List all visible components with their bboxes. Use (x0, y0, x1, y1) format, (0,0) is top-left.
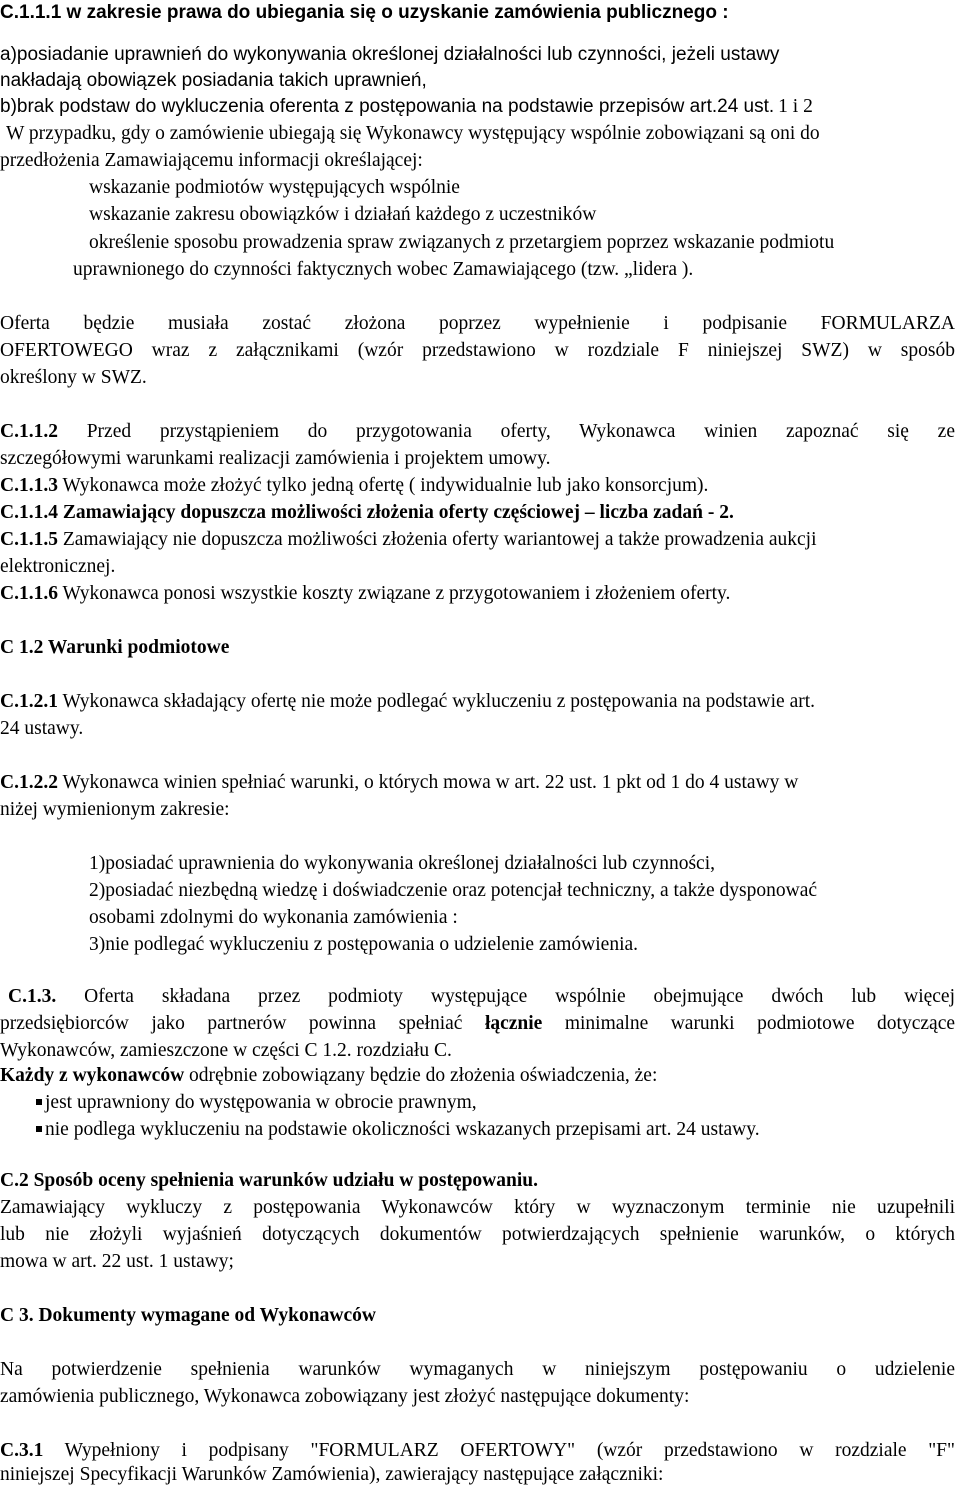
section-number: C.1.3. (8, 986, 57, 1007)
section-c13-line4: Każdy z wykonawców odrębnie zobowiązany będzie do złożenia oświadczenia, że: (0, 1065, 658, 1086)
section-c112-line1: C.1.1.2 Przed przystąpieniem do przygotowania oferty, Wykonawca winien zapoznać się ze (0, 421, 955, 442)
section-number: C.1.1.4 (0, 502, 58, 523)
list-item: określenie sposobu prowadzenia spraw związanych z przetargiem poprzez wskazanie podmiotu (89, 232, 835, 253)
section-heading-c3: C 3. Dokumenty wymagane od Wykonawców (0, 1305, 376, 1326)
bullet-item: nie podlega wykluczeniu na podstawie okoliczności wskazanych przepisami art. 24 ustawy. (36, 1117, 760, 1143)
paragraph-line: Zamawiający wykluczy z postępowania Wykonawców który w wyznaczonym terminie nie uzupełnili (0, 1197, 955, 1218)
section-heading-c2: C.2 Sposób oceny spełnienia warunków udziału w postępowaniu. (0, 1170, 539, 1191)
list-item: 3)nie podlegać wykluczeniu z postępowania o udzielenie zamówienia. (89, 934, 639, 955)
section-c116: C.1.1.6 Wykonawca ponosi wszystkie koszty związane z przygotowaniem i złożeniem oferty. (0, 583, 731, 604)
paragraph-line: 24 ustawy. (0, 718, 84, 739)
section-c113: C.1.1.3 Wykonawca może złożyć tylko jedną ofertę ( indywidualnie lub jako konsorcjum). (0, 475, 709, 496)
list-item: wskazanie zakresu obowiązków i działań każdego z uczestników (89, 204, 597, 225)
section-c13-line2: przedsiębiorców jako partnerów powinna spełniać łącznie minimalne warunki podmiotowe dotyczące (0, 1013, 955, 1034)
paragraph-line: elektronicznej. (0, 556, 116, 577)
paragraph-line: szczegółowymi warunkami realizacji zamówienia i projektem umowy. (0, 448, 551, 469)
section-c31-line1: C.3.1 Wypełniony i podpisany "FORMULARZ OFERTOWY" (wzór przedstawiono w rozdziale "F" (0, 1440, 955, 1461)
paragraph-line: nakładają obowiązek posiadania takich uprawnień, (0, 70, 427, 91)
paragraph-line: Na potwierdzenie spełnienia warunków wymaganych w niniejszym postępowaniu o udzielenie (0, 1359, 955, 1380)
paragraph-line: zamówienia publicznego, Wykonawca zobowiązany jest złożyć następujące dokumenty: (0, 1386, 690, 1407)
bullet-icon (36, 1099, 42, 1105)
b-line-text: b)brak podstaw do wykluczenia oferenta z postępowania na podstawie przepisów art.24 ust. (0, 96, 775, 117)
section-number: C.1.2.2 (0, 772, 58, 793)
bullet-item: jest uprawniony do występowania w obrocie prawnym, (36, 1090, 477, 1116)
paragraph-line: W przypadku, gdy o zamówienie ubiegają się Wykonawcy występujący wspólnie zobowiązani są oni do (6, 123, 820, 144)
section-number: C.3.1 (0, 1440, 44, 1461)
section-number: C.1.1.6 (0, 583, 58, 604)
section-c122-line1: C.1.2.2 Wykonawca winien spełniać warunki, o których mowa w art. 22 ust. 1 pkt od 1 do 4 ustawy w (0, 772, 799, 793)
b-line-tail: 1 i 2 (778, 96, 813, 117)
section-c114: C.1.1.4 Zamawiający dopuszcza możliwości złożenia oferty częściowej – liczba zadań - 2. (0, 502, 734, 523)
section-number: C.1.2.1 (0, 691, 58, 712)
section-number: C.1.1.3 (0, 475, 58, 496)
paragraph-line: mowa w art. 22 ust. 1 ustawy; (0, 1251, 234, 1272)
paragraph-line-b (0, 94, 813, 120)
list-item: wskazanie podmiotów występujących wspólnie (89, 177, 460, 198)
paragraph-line: określony w SWZ. (0, 367, 147, 388)
section-c115-line1: C.1.1.5 Zamawiający nie dopuszcza możliwości złożenia oferty wariantowej a także prowadzenia aukcji (0, 529, 817, 550)
paragraph-line: niniejszej Specyfikacji Warunków Zamówienia), zawierający następujące załączniki: (0, 1464, 664, 1485)
paragraph-line: Oferta będzie musiała zostać złożona poprzez wypełnienie i podpisanie FORMULARZA (0, 313, 955, 334)
section-c121-line1: C.1.2.1 Wykonawca składający ofertę nie może podlegać wykluczeniu z postępowania na podstawie art. (0, 691, 816, 712)
section-heading-c111: C.1.1.1 w zakresie prawa do ubiegania się o uzyskanie zamówienia publicznego : (0, 2, 729, 23)
paragraph-line: przedłożenia Zamawiającemu informacji określającej: (0, 150, 423, 171)
list-item: 2)posiadać niezbędną wiedzę i doświadczenie oraz potencjał techniczny, a także dysponować (89, 880, 818, 901)
section-number: C.1.1.2 (0, 421, 58, 442)
bullet-icon (36, 1126, 42, 1132)
list-item: uprawnionego do czynności faktycznych wobec Zamawiającego (tzw. „lidera ). (73, 259, 694, 280)
paragraph-line: Wykonawców, zamieszczone w części C 1.2. rozdziału C. (0, 1040, 452, 1061)
paragraph-line: OFERTOWEGO wraz z załącznikami (wzór przedstawiono w rozdziale F niniejszej SWZ) w sposób (0, 340, 955, 361)
list-item: 1)posiadać uprawnienia do wykonywania określonej działalności lub czynności, (89, 853, 715, 874)
section-c13-line1: C.1.3. Oferta składana przez podmioty występujące wspólnie obejmujące dwóch lub więcej (8, 986, 955, 1007)
list-item: osobami zdolnymi do wykonania zamówienia : (89, 907, 458, 928)
section-heading-c12: C 1.2 Warunki podmiotowe (0, 637, 230, 658)
paragraph-line: a)posiadanie uprawnień do wykonywania określonej działalności lub czynności, jeżeli ustawy (0, 44, 780, 65)
section-number: C.1.1.5 (0, 529, 58, 550)
paragraph-line: niżej wymienionym zakresie: (0, 799, 230, 820)
paragraph-line: lub nie złożyli wyjaśnień dotyczących dokumentów potwierdzających spełnienie warunków, o których (0, 1224, 955, 1245)
